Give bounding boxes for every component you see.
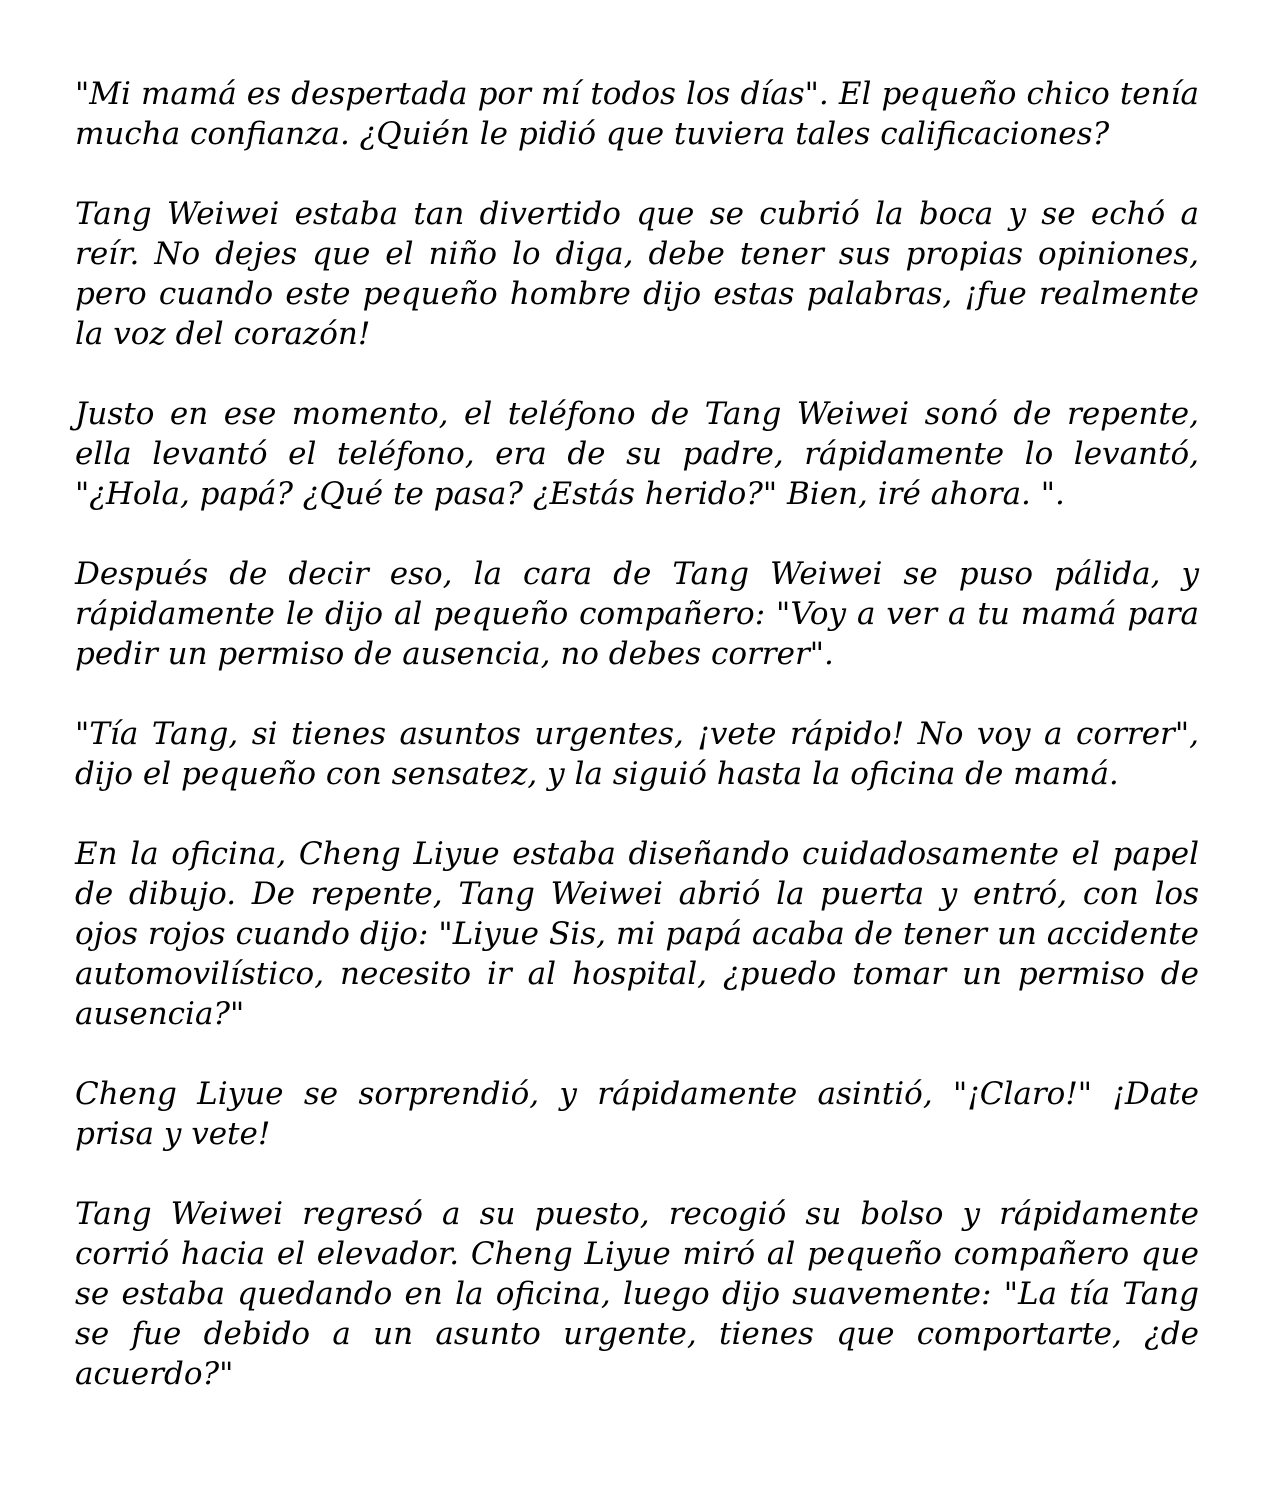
paragraph-7: Cheng Liyue se sorprendió, y rápidamente asintió, "¡Claro!" ¡Date prisa y vete! <box>75 1076 1199 1152</box>
document-page <box>75 74 1199 1394</box>
paragraph-5: "Tía Tang, si tienes asuntos urgentes, ¡vete rápido! No voy a correr", dijo el pequeño con sensatez, y la siguió hasta la oficina de mamá. <box>75 716 1199 792</box>
paragraph-4: Después de decir eso, la cara de Tang Weiwei se puso pálida, y rápidamente le dijo al pequeño compañero: "Voy a ver a tu mamá para pedir un permiso de ausencia, no debes correr". <box>75 556 1199 672</box>
paragraph-1: "Mi mamá es despertada por mí todos los días". El pequeño chico tenía mucha confianza. ¿Quién le pidió que tuviera tales calificaciones? <box>75 76 1199 152</box>
paragraph-6: En la oficina, Cheng Liyue estaba diseñando cuidadosamente el papel de dibujo. De repente, Tang Weiwei abrió la puerta y entró, con los ojos rojos cuando dijo: "Liyue Sis, mi papá acaba de tener un accidente automovilístico, necesito ir al hospital, ¿puedo tomar un permiso de ausencia?" <box>75 836 1199 1032</box>
paragraph-3: Justo en ese momento, el teléfono de Tang Weiwei sonó de repente, ella levantó el teléfono, era de su padre, rápidamente lo levantó, "¿Hola, papá? ¿Qué te pasa? ¿Estás herido?" Bien, iré ahora. ". <box>75 396 1199 512</box>
paragraph-2: Tang Weiwei estaba tan divertido que se cubrió la boca y se echó a reír. No dejes que el niño lo diga, debe tener sus propias opiniones, pero cuando este pequeño hombre dijo estas palabras, ¡fue realmente la voz del corazón! <box>75 196 1199 352</box>
paragraph-8: Tang Weiwei regresó a su puesto, recogió su bolso y rápidamente corrió hacia el elevador. Cheng Liyue miró al pequeño compañero que se estaba quedando en la oficina, luego dijo suavemente: "La tía Tang se fue debido a un asunto urgente, tienes que comportarte, ¿de acuerdo?" <box>75 1196 1199 1392</box>
